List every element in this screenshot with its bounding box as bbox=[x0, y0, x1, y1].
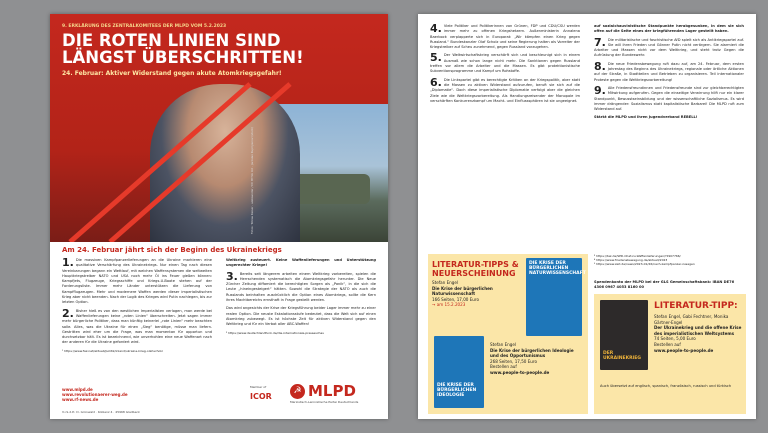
paragraph-8: Die neue Friedensbewegung ruft dazu auf, am 24. Februar, dem ersten Jahrestag des Beginns des Ukrainekriegs, regionale oder örtliche Aktionen auf der Straße, in Stadtteilen und Betrieben zu organisieren. Teil internationaler Proteste gegen die Weltkriegsvorbereitung! bbox=[594, 61, 744, 82]
link-rf-news[interactable]: www.rf-news.de bbox=[62, 397, 99, 402]
book1-date: → am 15.2.2023 bbox=[432, 302, 466, 308]
book3-cover-title: DER UKRAINEKRIEG bbox=[603, 351, 641, 361]
book2-cover-title: DIE KRISE DER BÜRGERLICHEN IDEOLOGIE bbox=[437, 383, 477, 398]
subheadline: 24. Februar: Aktiver Widerstand gegen akute Atomkriegsgefahr! bbox=[62, 70, 282, 77]
book2-pages: 268 Seiten, 17,50 Euro bbox=[490, 358, 537, 364]
mlpd-logo-text: MLPD bbox=[308, 382, 356, 400]
p2-column-right: auf sozialchauvinistische Standpunkte herabgesunken, in dem sie sich offen auf die Seite eines der kriegführenden Lager gestellt haben. 7. Die militaristische und faschistische AfD spielt sich als Antikriegspartei auf. Sie will ihren Frieden und Gönner Putin nicht verärgern. Sie alarmiert die Arbeiter und Massen nicht vor dem Weltkrieg, und steht trotz Gegen die Aufrüstung der Bundeswehr. 8. Die neue Friedensbewegung ruft dazu auf, am 24. Februar, dem ersten Jahrestag des Beginns des Ukrainekriegs, regionale oder örtliche Aktionen auf der Straße, in Stadtteilen und Betrieben zu organisieren. Teil internationaler Proteste gegen die Weltkriegsvorbereitung! 9. Alle Friedensfreundinnen und Friedensfreunde sind zur gleichberechtigten Mitwirkung aufgerufen. Gegen die einseitige Verwirrung hilft nur ein klarer Standpunkt, Bewusstseinsbildung und der wissenschaftliche Sozialismus. Es wird immer drängender: Sozialismus statt kapitalistische Barbarei! Die MLPD ruft zum Widerstand auf. Stärkt die MLPD und ihren Jugendverband REBELL! bbox=[594, 24, 744, 120]
book3-order-link[interactable]: www.people-to-people.de bbox=[654, 347, 714, 353]
mlpd-logo bbox=[290, 382, 356, 400]
hammer-sickle-icon: ☭ bbox=[290, 384, 305, 399]
footnote-1: ¹ https://www.faz.net/aktuell/politik/inland/ukraine-krieg-olaf-scholz bbox=[62, 348, 163, 353]
book2-order-link[interactable]: www.people-to-people.de bbox=[490, 369, 550, 375]
book2-title: Die Krise der bürgerlichen Ideologie und des Opportunismus bbox=[490, 347, 574, 359]
paragraph-3: Bereits seit längerem arbeiten einem Weltkrieg vorbereiten, spielen die Herrschenden systematisch die Atomkriegsgefahr herunter. Die Neue Zürcher Zeitung diffamiert die berechtigten Sorgen als „Panik“, in die sich die Leute „hineingesteigert“ hätten. Sowohl die Strategie der NATO als auch die Russlands beinhalten ausdrücklich die Option eines Atomkriegs, sollte die Kern ihres Machtbereichs ernsthaft in Frage gestellt werden. bbox=[226, 271, 376, 303]
book2-cover[interactable] bbox=[434, 336, 484, 408]
red-line-strike-graphic bbox=[50, 14, 388, 242]
link-mlpd[interactable]: www.mlpd.de bbox=[62, 387, 93, 392]
paragraph-3b: Das wird angesichts der Krise der Kriegsführung beider Lager immer mehr zu einer realen Option. Die neuste Eskalationsstufe bedeutet, dass die Welt sich auf einen Atomkrieg zubewegt. Es ist höchste Zeit für aktiven Widerstand gegen den Weltkrieg und für ein Verbot aller ABC-Waffen! bbox=[226, 306, 376, 327]
footnote-2: ² https://www.deutschlandfunk.de/die-internationale-presseschau bbox=[226, 330, 325, 335]
web-links bbox=[62, 387, 128, 402]
book2-info bbox=[490, 342, 582, 376]
link-revolutionaerer-weg[interactable]: www.revolutionaerer-weg.de bbox=[62, 392, 128, 397]
footnote-4: ⁴ https://www.friedensbewegung.de/aktuell/2023 bbox=[594, 258, 668, 262]
book3-info bbox=[654, 314, 744, 353]
flyer-page-2 bbox=[418, 14, 756, 419]
icor-logo: ICOR bbox=[250, 392, 272, 401]
book3-cover[interactable] bbox=[600, 300, 648, 370]
paragraph-5: Der Weltwirtschaftskrieg verschärft sich und beschleunigt sich in einem Ausmaß wie schon lange nicht mehr. Die Sanktionen gegen Russland treffen vor allem die Arbeiter und die Massen. Es gibt protektionistische Subventionsprogramme und Kampf um Rohstoffe. bbox=[430, 53, 580, 74]
donation-info: Spendenkonto der MLPD bei der GLS Gemeinschaftsbank: IBAN DE76 4306 0967 4053 8160 00 bbox=[594, 280, 735, 289]
book1-info bbox=[432, 280, 512, 308]
closing-call: Stärkt die MLPD und ihren Jugendverband REBELL! bbox=[594, 115, 698, 120]
book2-order-label: Bestellen auf bbox=[490, 364, 517, 370]
p2-column-left: 4. Viele Politiker und Politikerinnen von Grünen, FDP und CDU/CSU werden immer mehr zu offenen Kriegshetzern. Außenministerin Annalena Baerbock verplapperte sich in Europarat: „Wir kämpfen einen Krieg gegen Russland.“ Bundeskanzler Olaf Scholz und seine Regierung halten als Vorreiter der Kriegstreiber auf Scheu zunehmend, gegen Russland vorzugehen. 5. Der Weltwirtschaftskrieg verschärft sich und beschleunigt sich in einem Ausmaß wie schon lange nicht mehr. Die Sanktionen gegen Russland treffen vor allem die Arbeiter und die Massen. Es gibt protektionistische Subventionsprogramme und Kampf um Rohstoffe. 6. Die Linkspartei gibt es berechtigte Kritiken an der Kriegspolitik, aber statt die Massen zu aktiven Widerstand aufzurufen, beruft sie sich auf die „Diplomatie“. Doch diese imperialistische Diplomatie verfolgt aber die gleichen Ziele wie die Weltkriegsvorbereitung. Als Handlungsreisender der Monopole im verschärften Konkurrenzkampf um Macht- und Einflusssphären ist sie ungeeignet. bbox=[430, 24, 580, 103]
book2-author: Stefan Engel bbox=[490, 342, 517, 347]
book1-cover[interactable] bbox=[526, 258, 586, 336]
book3-languages: Auch übersetzt auf englisch, spanisch, französisch, russisch und türkisch bbox=[600, 384, 732, 388]
book1-author: Stefan Engel bbox=[432, 280, 459, 285]
book1-pages: 166 Seiten, 17,00 Euro bbox=[432, 296, 479, 302]
paragraph-9: Alle Friedensfreundinnen und Friedensfreunde sind zur gleichberechtigten Mitwirkung aufgerufen. Gegen die einseitige Verwirrung hilft nur ein klarer Standpunkt, Bewusstseinsbildung und der wissenschaftliche Sozialismus. Es wird immer drängender: Sozialismus statt kapitalistische Barbarei! Die MLPD ruft zum Widerstand auf. bbox=[594, 85, 744, 112]
paragraph-4: Viele Politiker und Politikerinnen von Grünen, FDP und CDU/CSU werden immer mehr zu offenen Kriegshetzern. Außenministerin Annalena Baerbock verplapperte sich in Europarat: „Wir kämpfen einen Krieg gegen Russland.“ Bundeskanzler Olaf Scholz und seine Regierung halten als Vorreiter der Kriegstreiber auf Scheu zunehmend, gegen Russland vorzugehen. bbox=[430, 24, 580, 50]
flyer-page-1 bbox=[50, 14, 388, 419]
book1-title: Die Krise der bürgerlichen Naturwissenschaft bbox=[432, 285, 493, 297]
photo-caption: Fotos: Tobias Kaiser · aleksander / CC BY-SA 4.0 · Jaroslav Kupriyanov (stock) bbox=[250, 127, 254, 234]
mlpd-full-name: Marxistisch-Leninistische Partei Deutschlands bbox=[290, 400, 359, 404]
member-of-label: Member of bbox=[250, 385, 267, 389]
column-left: 1. Die massiven Kampfpanzerlieferungen an die Ukraine markieren eine qualitative Verschärfung des Ukrainekriegs. Nur einen Tag nach diesen Vereinbarungen begann ein Wettlauf, mit welchen Waffensystemen die weltweiten Hauptkriegstreiber NATO und USA noch mehr Öl ins Feuer gießen können: Kampfjets, Flugzeuge, Kriegsschiffe und Kriegs-U-Boote stehen auf der Forderungsliste. Immer mehr Länder unterstützen die Lieferung von Kampfflugzeugen. Mehr und modernere Waffen werden dieser imperialistischen Krieg aber nicht beenden. Nach der Logik des Krieges wird Putin nachlegen, bis zur letzten Option. 2. Bisher hieß es von den westlichen Imperialisten verlogen, man werde bei Waffenlieferungen keine „roten Linien“ überschreiten. Jetzt sagen immer mehr bürgerliche Politiker, dass man künftig keinerlei „rote Linien“ mehr beachten solle. Alles, was die Ukraine für einen „Sieg“ benötige, müsse man liefern. Gestritten wird eher um die Frage, was man momentan für opportun und durchsetzbar hält. Es ist bezeichnend, wie unverhohlen eine neue Waffenart nach der anderen für die Ukraine gefordert wird. ¹ https://www.faz.net/aktuell/politik/inland/ukraine-krieg-olaf-scholz bbox=[62, 256, 212, 353]
headline: DIE ROTEN LINIEN SIND LÄNGST ÜBERSCHRITTEN! bbox=[62, 31, 304, 67]
imprint-address: V.i.S.d.P.: D. Grünwald · Koblenz 4 · 45968 Gladbeck bbox=[62, 410, 140, 414]
p2-footnotes bbox=[594, 254, 744, 266]
paragraph-7: Die militaristische und faschistische AfD spielt sich als Antikriegspartei auf. Sie will ihren Frieden und Gönner Putin nicht verärgern. Sie alarmiert die Arbeiter und Massen nicht vor dem Weltkrieg, und steht trotz Gegen die Aufrüstung der Bundeswehr. bbox=[594, 37, 744, 58]
book3-authors: Stefan Engel, Gabi Fechtner, Monika Gärtner-Engel bbox=[654, 314, 729, 325]
book3-order-label: Bestellen auf bbox=[654, 341, 681, 347]
footnote-3: ³ https://taz.de/SPD-Chef-zu-Waffenlieferungen/!5907766/ bbox=[594, 254, 681, 258]
p2-intro: auf sozialchauvinistische Standpunkte herabgesunken, in dem sie sich offen auf die Seite eines der kriegführenden Lager gestellt haben. bbox=[594, 24, 744, 34]
paragraph-2: Bisher hieß es von den westlichen Imperialisten verlogen, man werde bei Waffenlieferungen keine „roten Linien“ überschreiten. Jetzt sagen immer mehr bürgerliche Politiker, dass man künftig keinerlei „rote Linien“ mehr beachten solle. Alles, was die Ukraine für einen „Sieg“ benötige, müsse man liefern. Gestritten wird eher um die Frage, was man momentan für opportun und durchsetzbar hält. Es ist bezeichnend, wie unverhohlen eine neue Waffenart nach der anderen für die Ukraine gefordert wird. bbox=[62, 308, 212, 345]
column-right: Weltkrieg zusteuert. Keine Waffenlieferungen und Unterstützung ungerechter Kriege! 3. Bereits seit längerem arbeiten einem Weltkrieg vorbereiten, spielen die Herrschenden systematisch die Atomkriegsgefahr herunter. Die Neue Zürcher Zeitung diffamiert die berechtigten Sorgen als „Panik“, in die sich die Leute „hineingesteigert“ hätten. Sowohl die Strategie der NATO als auch die Russlands beinhalten ausdrücklich die Option eines Atomkriegs, sollte die Kern ihres Machtbereichs ernsthaft in Frage gestellt werden. Das wird angesichts der Krise der Kriegsführung beider Lager immer mehr zu einer realen Option. Die neuste Eskalationsstufe bedeutet, dass die Welt sich auf einen Atomkrieg zubewegt. Es ist höchste Zeit für aktiven Widerstand gegen den Weltkrieg und für ein Verbot aller ABC-Waffen! ² https://www.deutschlandfunk.de/die-internationale-presseschau bbox=[226, 258, 376, 335]
book3-title: Der Ukrainekrieg und die offene Krise des imperialistischen Weltsystems bbox=[654, 325, 742, 336]
statement-eyebrow: 9. ERKLÄRUNG DES ZENTRALKOMITEES DER MLPD VOM 5.2.2023 bbox=[62, 24, 227, 29]
intro-text: Weltkrieg zusteuert. Keine Waffenlieferungen und Unterstützung ungerechter Kriege! bbox=[226, 258, 376, 268]
paragraph-1: Die massiven Kampfpanzerlieferungen an die Ukraine markieren eine qualitative Verschärfung des Ukrainekriegs. Nur einen Tag nach diesen Vereinbarungen begann ein Wettlauf, mit welchen Waffensystemen die weltweiten Hauptkriegstreiber NATO und USA noch mehr Öl ins Feuer gießen können: Kampfjets, Flugzeuge, Kriegsschiffe und Kriegs-U-Boote stehen auf der Forderungsliste. Immer mehr Länder unterstützen die Lieferung von Kampfflugzeugen. Mehr und modernere Waffen werden dieser imperialistischen Krieg aber nicht beenden. Nach der Logik des Krieges wird Putin nachlegen, bis zur letzten Option. bbox=[62, 258, 212, 305]
paragraph-6: Die Linkspartei gibt es berechtigte Kritiken an der Kriegspolitik, aber statt die Massen zu aktiven Widerstand aufzurufen, beruft sie sich auf die „Diplomatie“. Doch diese imperialistische Diplomatie verfolgt aber die gleichen Ziele wie die Weltkriegsvorbereitung. Als Handlungsreisender der Monopole im verschärften Konkurrenzkampf um Macht- und Einflusssphären ist sie ungeeignet. bbox=[430, 77, 580, 103]
footnote-5: ⁵ https://www.zeit.de/news/2023-01/26/nach-kampfpanzer-zusagen bbox=[594, 262, 695, 266]
header-banner bbox=[50, 14, 388, 242]
literature-heading: LITERATUR-TIPPS & NEUERSCHEINUNG bbox=[432, 260, 519, 278]
section-title: Am 24. Februar jährt sich der Beginn des Ukrainekriegs bbox=[62, 246, 282, 254]
book3-pages: 74 Seiten, 5,00 Euro bbox=[654, 336, 696, 342]
literature-heading-2: LITERATUR-TIPP: bbox=[654, 301, 738, 311]
book1-cover-title: DIE KRISE DER BÜRGERLICHEN NATURWISSENSCHAFT bbox=[529, 261, 586, 276]
